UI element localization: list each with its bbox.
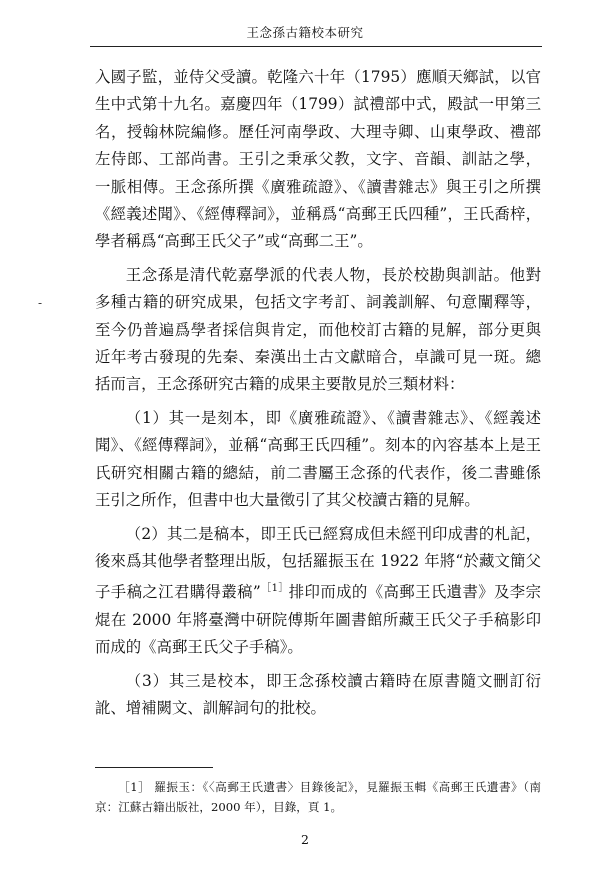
paragraph-1: 入國子監，並侍父受讀。乾隆六十年（1795）應順天鄉試，以官生中式第十九名。嘉慶四年（1799）試禮部中式，殿試一甲第三名，授翰林院編修。歷任河南學政、大理寺卿、山東學政、禮部左侍郎、工部尚書。王引之秉承父教，文字、音韻、訓詁之學，一脈相傳。王念孫所撰《廣雅疏證》、《讀書雜志》與王引之所撰《經義述聞》、《經傳釋詞》，並稱爲“高郵王氏四種”，王氏喬梓，學者稱爲“高郵王氏父子”或“高郵二王”。 (95, 68, 541, 251)
page-number: 2 (301, 832, 309, 847)
footnote: ［1］ 羅振玉：《〈高郵王氏遺書〉目錄後記》，見羅振玉輯《高郵王氏遺書》（南京：江蘇古籍出版社，2000 年），目錄，頁 1。 (95, 780, 541, 814)
paragraph-4-text-b: 排印而成的《高郵王氏遺書》及李宗焜在 2000 年將臺灣中研院傅斯年圖書館所藏王氏父子手稿影印而成的《高郵王氏父子手稿》。 (95, 583, 541, 657)
header-rule (90, 46, 542, 47)
paragraph-2: 王念孫是清代乾嘉學派的代表人物，長於校勘與訓詁。他對多種古籍的研究成果，包括文字考訂、詞義訓解、句意闡釋等，至今仍普遍爲學者採信與肯定，而他校訂古籍的見解，部分更與近年考古發現的先秦、秦漢出土古文獻暗合，卓識可見一斑。總括而言，王念孫研究古籍的成果主要散見於三類材料： (95, 265, 541, 394)
main-text (95, 64, 541, 722)
paragraph-3: （1）其一是刻本，即《廣雅疏證》、《讀書雜志》、《經義述聞》、《經傳釋詞》，並稱“高郵王氏四種”。刻本的內容基本上是王氏研究相關古籍的總結，前二書屬王念孫的代表作，後二書雖係王引之所作，但書中也大量徵引了其父校讀古籍的見解。 (95, 408, 541, 510)
paragraph-4-text-a: （2）其二是稿本，即王氏已經寫成但未經刊印成書的札記，後來爲其他學者整理出版，包括羅振玉在 1922 年將“於藏文簡父子手稿之江君購得叢稿” (95, 524, 541, 602)
paragraph-4 (95, 521, 541, 662)
paragraph-5: （3）其三是校本，即王念孫校讀古籍時在原書隨文刪訂衍訛、增補闕文、訓解詞句的批校。 (95, 671, 541, 718)
running-header: 王念孫古籍校本研究 (246, 25, 364, 40)
footnote-reference[interactable]: ［1］ (260, 583, 289, 595)
footnote-rule (95, 767, 213, 768)
margin-mark: - (38, 296, 43, 310)
